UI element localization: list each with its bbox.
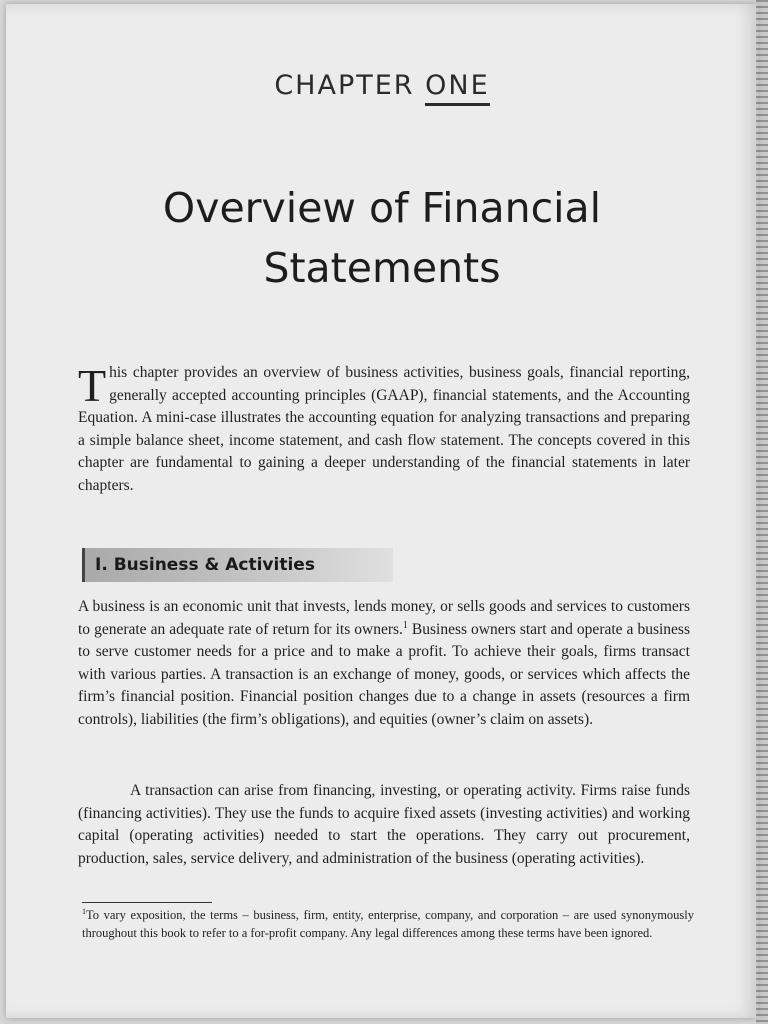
chapter-title-line2: Statements [263,244,501,292]
intro-paragraph [78,362,690,497]
chapter-title-line1: Overview of Financial [162,184,602,232]
paragraph-business [78,596,690,731]
intro-text: his chapter provides an overview of business activities, business goals, financial reporting, generally accepted accounting principles (GAAP), financial statements, and the Accounting Equation. A mini-case illustrates the accounting equation for analyzing transactions and preparing a simple balance sheet, income statement, and cash flow statement. The concepts covered in this chapter are fundamental to gaining a deeper understanding of the financial statements in later chapters. [78,364,690,494]
book-page [6,4,758,1018]
section-heading: I. Business & Activities [95,555,315,575]
chapter-number: ONE [425,70,490,106]
footnote [82,906,694,942]
footnote-divider [82,902,212,903]
paragraph-transactions [78,780,690,870]
section-heading-bar [82,548,393,582]
paragraph-transactions-text: A transaction can arise from financing, investing, or operating activity. Firms raise funds (financing activities). They use the funds to acquire fixed assets (investing activities) and working capital (operating activities) needed to start the operations. They carry out procurement, production, sales, service delivery, and administration of the business (operating activities). [78,782,690,867]
footnote-reference: 1 [402,619,408,631]
footnote-marker: 1 [82,906,86,916]
chapter-label [6,70,758,106]
page-edge-stack [756,0,768,1024]
chapter-word: CHAPTER [274,70,415,101]
paragraph-business-text-a: A business is an economic unit that invests, lends money, or sells goods and services to customers to generate an adequate rate of return for its owners. [78,598,690,638]
paragraph-business-text-b: Business owners start and operate a business to serve customer needs for a price and to make a profit. To achieve their goals, firms transact with various parties. A transaction is an exchange of money, goods, or services which affects the firm’s financial position. Financial position changes due to a change in assets (resources a firm controls), liabilities (the firm’s obligations), and equities (owner’s claim on assets). [78,620,690,728]
chapter-title [6,178,758,298]
drop-cap: T [78,360,107,411]
footnote-text: To vary exposition, the terms – business, firm, entity, enterprise, company, and corporation – are used synonymously throughout this book to refer to a for-profit company. Any legal differences among these terms have been ignored. [82,908,694,940]
